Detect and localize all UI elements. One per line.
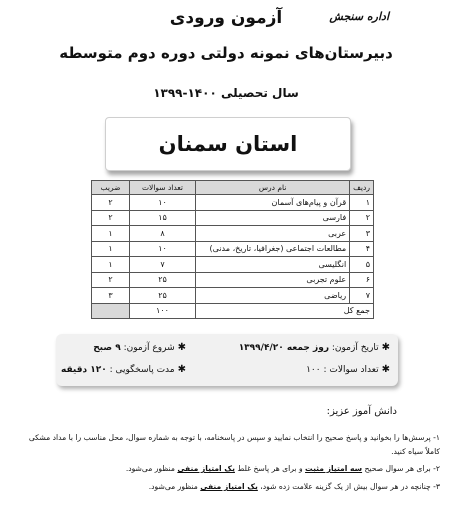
exam-start-value: ۹ صبح [93, 343, 121, 353]
total-label: جمع کل [196, 303, 374, 319]
asterisk-icon: ✱ [381, 342, 390, 353]
asterisk-icon: ✱ [381, 364, 390, 375]
row-subject: عربی [196, 226, 350, 242]
row-num: ۱ [350, 195, 374, 211]
total-count: ۱۰۰ [130, 303, 196, 319]
exam-date-value: روز جمعه ۱۳۹۹/۴/۲۰ [238, 343, 329, 353]
question-count-value: ۱۰۰ [306, 365, 321, 375]
row-count: ۱۵ [130, 210, 196, 226]
row-coef: ۱ [92, 226, 130, 242]
asterisk-icon: ✱ [177, 342, 186, 353]
row-subject: مطالعات اجتماعی (جغرافیا، تاریخ، مدنی) [196, 241, 350, 257]
table-row [92, 226, 374, 242]
table-total-row [92, 303, 374, 319]
exam-start: ✱شروع آزمون: ۹ صبح [93, 342, 186, 353]
row-num: ۳ [350, 226, 374, 242]
table-header-row [92, 181, 374, 195]
asterisk-icon: ✱ [177, 364, 186, 375]
row-subject: فارسی [196, 210, 350, 226]
row-count: ۲۵ [130, 272, 196, 288]
row-count: ۱۰ [130, 195, 196, 211]
header-num: ردیف [350, 181, 374, 195]
row-count: ۸ [130, 226, 196, 242]
table-row [92, 241, 374, 257]
row-subject: علوم تجربی [196, 272, 350, 288]
school-title: دبیرستان‌های نمونه دولتی دوره دوم متوسطه [59, 44, 393, 62]
row-num: ۵ [350, 257, 374, 273]
instruction-1: ۱- پرسش‌ها را بخوانید و پاسخ صحیح را انتخاب نمایید و سپس در پاسخنامه، با توجه به شماره سوال، محل مناسب را با مداد مشکی کاملاً سیاه کنید. [28, 433, 440, 456]
row-coef: ۲ [92, 272, 130, 288]
academic-year: سال تحصیلی ۱۴۰۰-۱۳۹۹ [153, 86, 299, 100]
row-coef: ۳ [92, 288, 130, 304]
negative-score: یک امتیاز منفی [200, 482, 258, 491]
exam-duration: ✱مدت پاسخگویی : ۱۲۰ دقیقه [60, 364, 186, 375]
total-coef-empty [92, 303, 130, 319]
table-row [92, 210, 374, 226]
instruction-2: ۲- برای هر سوال صحیح سه امتیاز مثبت و برای هر پاسخ غلط یک امتیاز منفی منظور می‌شود. [125, 464, 440, 473]
exam-duration-value: ۱۲۰ دقیقه [60, 365, 107, 375]
row-num: ۶ [350, 272, 374, 288]
exam-date: ✱تاریخ آزمون: روز جمعه ۱۳۹۹/۴/۲۰ [238, 342, 390, 353]
row-count: ۲۵ [130, 288, 196, 304]
negative-score: یک امتیاز منفی [177, 464, 235, 473]
table-row [92, 272, 374, 288]
row-coef: ۱ [92, 257, 130, 273]
exam-title: آزمون ورودی [169, 8, 283, 28]
header-count: تعداد سوالات [130, 181, 196, 195]
row-num: ۷ [350, 288, 374, 304]
row-subject: انگلیسی [196, 257, 350, 273]
table-row [92, 288, 374, 304]
greeting: دانش آموز عزیز: [326, 406, 397, 417]
row-coef: ۱ [92, 241, 130, 257]
province-box [105, 117, 351, 171]
row-count: ۱۰ [130, 241, 196, 257]
table-row [92, 195, 374, 211]
question-count: ✱تعداد سوالات : ۱۰۰ [306, 364, 390, 375]
header-name: نام درس [196, 181, 350, 195]
row-coef: ۲ [92, 195, 130, 211]
instruction-3: ۳- چنانچه در هر سوال بیش از یک گزینه علامت زده شود، یک امتیاز منفی منظور می‌شود. [148, 482, 440, 491]
exam-info-box [56, 334, 398, 386]
province-name: استان سمنان [158, 132, 298, 156]
header-coef: ضریب [92, 181, 130, 195]
row-subject: قرآن و پیام‌های آسمان [196, 195, 350, 211]
row-coef: ۲ [92, 210, 130, 226]
table-row [92, 257, 374, 273]
brand-logo-text: اداره سنجش [329, 10, 389, 23]
row-count: ۷ [130, 257, 196, 273]
row-num: ۴ [350, 241, 374, 257]
positive-score: سه امتیاز مثبت [305, 464, 363, 473]
subjects-table [91, 180, 374, 319]
row-subject: ریاضی [196, 288, 350, 304]
row-num: ۲ [350, 210, 374, 226]
